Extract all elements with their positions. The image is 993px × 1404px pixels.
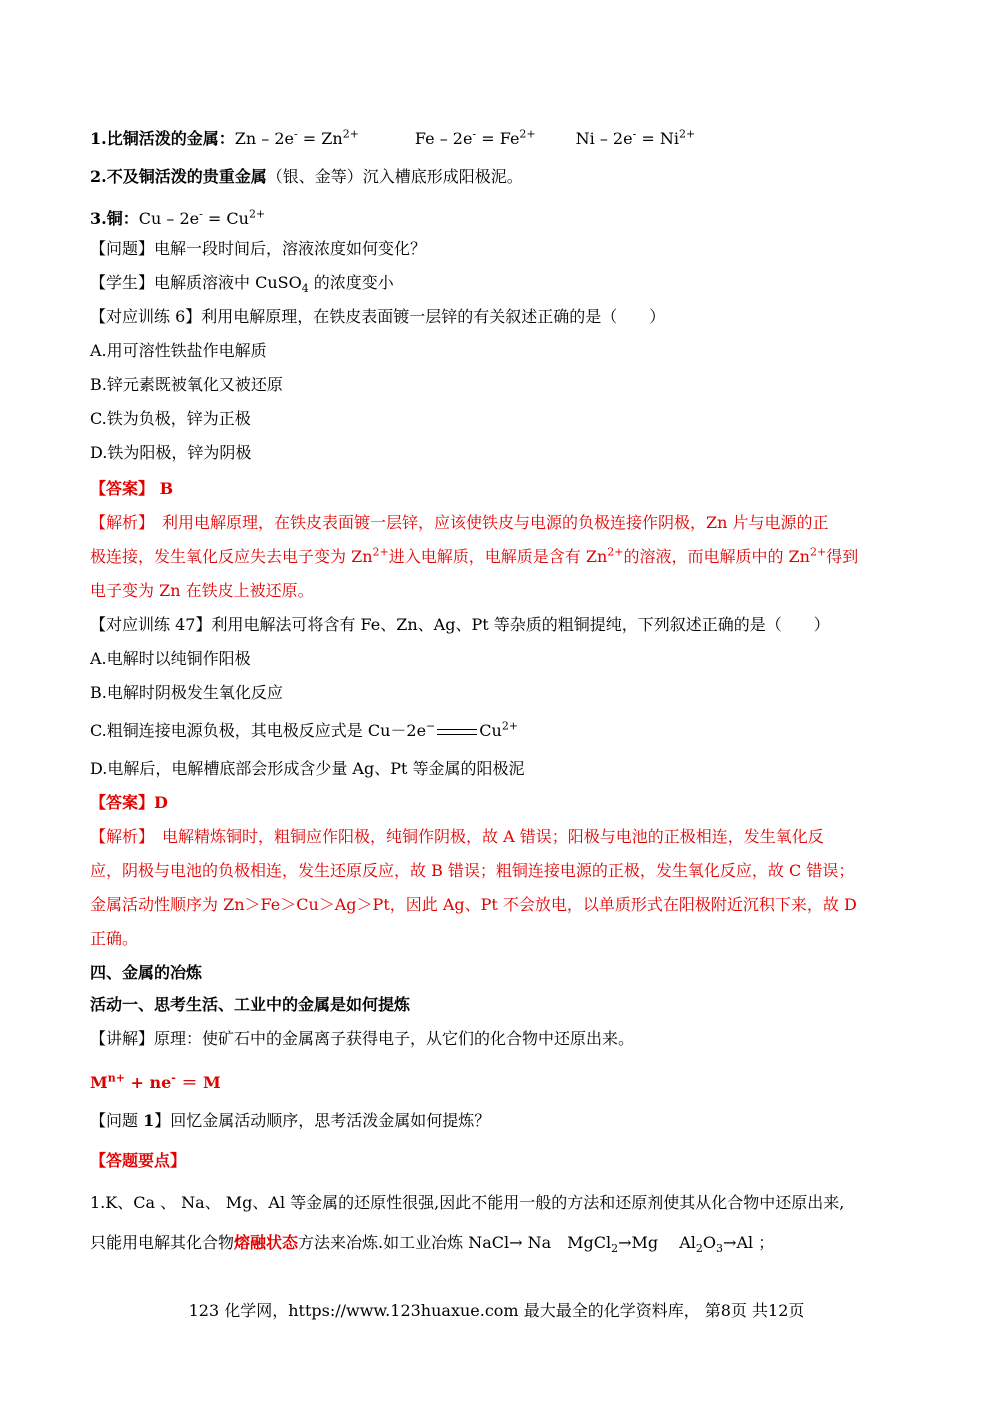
reduction-equation: $M^{n+} + ne^- = M$ [90, 1071, 221, 1092]
question-concentration: 【问题】电解一段时间后，溶液浓度如何变化？ [90, 239, 427, 258]
page-footer: 123 化学网，https://www.123huaxue.com 最大最全的化学资料库， 第8页 共12页 [188, 1301, 805, 1320]
answer-47: 【答案】D [90, 793, 168, 812]
exercise-6-option-b: B.锌元素既被氧化又被还原 [90, 375, 283, 394]
activity-1-heading: 活动一、思考生活、工业中的金属是如何提炼 [90, 995, 411, 1014]
exercise-6-stem: 【对应训练 6】利用电解原理，在铁皮表面镀一层锌的有关叙述正确的是（ ） [90, 307, 666, 326]
section-heading-smelting: 四、金属的冶炼 [90, 963, 203, 982]
explanation-47-line-4: 正确。 [90, 929, 139, 948]
explanation-6-line-1: 【解析】 利用电解原理，在铁皮表面镀一层锌，应该使铁皮与电源的负极连接作阴极，Zn 片与电源的正 [90, 513, 829, 532]
exercise-47-option-b: B.电解时阴极发生氧化反应 [90, 683, 283, 702]
lecture-principle: 【讲解】原理：使矿石中的金属离子获得电子，从它们的化合物中还原出来。 [90, 1029, 635, 1048]
exercise-47-option-d: D.电解后，电解槽底部会形成含少量 Ag、Pt 等金属的阳极泥 [90, 759, 525, 778]
exercise-6-option-d: D.铁为阳极，锌为阴极 [90, 443, 252, 462]
line-noble-metals: 2.不及铜活泼的贵重金属（银、金等）沉入槽底形成阳极泥。 [90, 167, 523, 186]
explanation-47-line-2: 应，阴极与电池的负极相连，发生还原反应，故 B 错误；粗铜连接电源的正极，发生氧化反应，故 C 错误； [90, 861, 855, 880]
exercise-47-stem: 【对应训练 47】利用电解法可将含有 Fe、Zn、Ag、Pt 等杂质的粗铜提纯，下列叙述正确的是（ ） [90, 615, 830, 634]
explanation-6-line-2: 极连接，发生氧化反应失去电子变为 $Zn^{2+}$进入电解质，电解质是含有 $Zn^{2+}$的溶液，而电解质中的 $Zn^{2+}$得到 [90, 545, 859, 566]
explanation-47-line-1: 【解析】 电解精炼铜时，粗铜应作阳极，纯铜作阴极，故 A 错误；阳极与电池的正极相连，发生氧化反 [90, 827, 824, 846]
exercise-47-option-a: A.电解时以纯铜作阳极 [90, 649, 251, 668]
answer-6: 【答案】 B [90, 479, 174, 498]
exercise-6-option-a: A.用可溶性铁盐作电解质 [90, 341, 267, 360]
exercise-47-option-c: C.粗铜连接电源负极，其电极反应式是 Cu－2e− $Cu^{2+}$ [90, 719, 519, 740]
line-copper: 3.铜：$Cu - 2e^- = Cu^{2+}$ [90, 207, 266, 228]
explanation-6-line-3: 电子变为 Zn 在铁皮上被还原。 [90, 581, 314, 600]
key-point-line-1: 1.K、Ca 、 Na、 Mg、Al 等金属的还原性很强,因此不能用一般的方法和还原剂使其从化合物中还原出来, [90, 1193, 845, 1212]
key-points-heading: 【答题要点】 [90, 1151, 187, 1170]
label: 1.比铜活泼的金属： [90, 129, 235, 148]
exercise-6-option-c: C.铁为负极，锌为正极 [90, 409, 251, 428]
student-answer: 【学生】电解质溶液中 CuSO$_4$ 的浓度变小 [90, 273, 394, 296]
question-1: 【问题 1】回忆金属活动顺序，思考活泼金属如何提炼？ [90, 1111, 491, 1130]
line-more-active-metals: 1.比铜活泼的金属：$Zn - 2e^- = Zn^{2+}$ $Fe - 2e^- = Fe^{2+}$ $Ni - 2e^- = Ni^{2+}$ [90, 127, 696, 148]
equals-bar [437, 729, 477, 735]
explanation-47-line-3: 金属活动性顺序为 Zn＞Fe＞Cu＞Ag＞Pt，因此 Ag、Pt 不会放电，以单质形式在阳极附近沉积下来，故 D [90, 895, 857, 914]
key-point-line-2: 只能用电解其化合物熔融状态方法来冶炼.如工业冶炼 NaCl→ Na MgCl$_2$→Mg $Al_2O_3\to Al$ ； [90, 1233, 775, 1256]
